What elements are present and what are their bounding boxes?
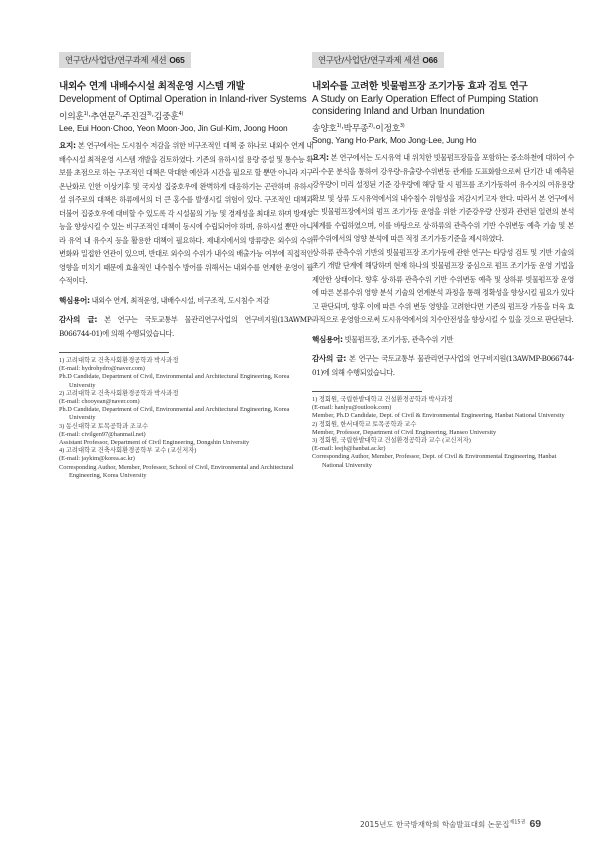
right-article [312,48,574,470]
footnote-line: 2) 고려대학교 건축사회환경공학과 박사과정 [59,389,179,397]
session-number: O65 [169,55,185,65]
session-number: O66 [422,55,438,65]
footnote-line: Corresponding Author, Member, Professor, School of Civil, Environmental and Architectural Engineering, Korea University [59,463,294,479]
footnote-line: (E-mail: chooyean@naver.com) [59,398,140,406]
footnote-line: (E-mail: civilgen97@hanmail.net) [59,430,146,438]
abstract: 요지: 본 연구에서는 도시침수 저감을 위한 비구조적인 대책 중 하나로 내외수 연계 내배수시설 최적운영 시스템 개발을 검토하였다. 기존의 유하시설 용량 증설 및 통수능 확보를 초점으로 하는 구조적인 대책은 막대한 예산과 시간을 필요로 할 뿐만 아니라 지구 온난화로 인한 이상기후 및 국지성 집중호우에 완벽하게 대응하기는 곤란하며 유하시설 위주로의 대책은 하류에서의 더 큰 홍수를 발생시킬 위험이 있다. 구조적인 대책과 더불어 집중호우에 대비할 수 있도록 각 시설물의 기능 및 경제성을 최대로 하며 방재성능을 향상시킬 수 있는 비구조적인 대책이 동시에 수립되어야 하며, 유하시설 뿐만 아니라 유역 내 유수지 등을 활용한 대책이 필요하다. 제내지에서의 방류량은 외수의 수위 변화와 밀접한 연관이 있으며, 반대로 외수의 수위가 내수의 배출가능 여부에 직접적인 영향을 미치기 때문에 효율적인 내수침수 방어를 위해서는 내외수를 연계한 운영이 필수적이다. [59,141,314,285]
session-tag-label: 연구단/사업단/연구과제 세션 [65,55,167,65]
footnote-line: Member, Professor, Department of Civil Engineering, Hanseo University [312,428,497,436]
footnote-line: (E-mail: jaykim@korea.ac.kr) [59,455,135,463]
volume-label: 제15권 [509,819,526,826]
footnotes [59,357,313,480]
footnote-line: Assistant Professor, Department of Civil Engineering, Dongshin University [59,439,250,447]
footnote-line: Ph.D Candidate, Department of Civil, Environmental and Architectural Engineering, Korea University [59,406,290,422]
footnote-line: Ph.D Candidate, Department of Civil, Environmental and Architectural Engineering, Korea University [59,373,290,389]
footnotes [312,396,574,470]
acknowledgement: 감사의 글: 본 연구는 국토교통부 물관리연구사업의 연구비지원(13AWMP-B066744-01)에 의해 수행되었습니다. [312,354,574,377]
page-footer [360,818,540,830]
footnote-rule [312,391,422,392]
footnote-line: 2) 정회원, 한서대학교 토목공학과 교수 [312,420,417,428]
footnote-line: (E-mail: hanlyu@outlook.com) [312,404,392,412]
session-tag [59,52,191,68]
footnote-line: (E-mail: hydrohydro@naver.com) [59,365,145,373]
footnote-line: (E-mail: leejh@hanbat.ac.kr) [312,445,386,453]
acknowledgement: 감사의 글: 본 연구는 국토교통부 물관리연구사업의 연구비지원(13AWMP-B066744-01)에 의해 수행되었습니다. [59,315,313,338]
proceedings-title: 2015년도 한국방재학회 학술발표대회 논문집 [360,820,510,829]
keywords: 핵심용어: 빗물펌프장, 조기가동, 관측수위 기반 [312,334,454,344]
abstract: 요지: 본 연구에서는 도시유역 내 위치한 빗물펌프장들을 포함하는 중소하천에 대하여 수리·수문 분석을 통하여 강우량-유출량-수위변동 관계를 도표화함으로써 단기간 내 예측된 강우량이 미리 설정된 기준 강우량에 해당 할 시 펌프를 조기가동하여 유수지의 여유용량 확보 및 상류 도시유역에서의 내수침수 위험성을 저감시키고자 한다. 따라서 본 연구에서는 빗물펌프장에서의 펌프 조기가동 운영을 위한 기준강우량 산정과 관련된 일련의 분석 체계를 수립하였으며, 이를 바탕으로 상·하류의 관측수위 기반 수위변동 예측 기술 및 본류수위에서의 영향 분석에 따른 적정 조기가동기준을 제시하였다. [312,153,574,243]
session-tag [312,52,444,68]
session-tag-label: 연구단/사업단/연구과제 세션 [318,55,420,65]
footnote-line: 1) 정회원, 국립한밭대학교 건설환경공학과 박사과정 [312,396,453,403]
footnote-line: Corresponding Author, Member, Professor, Dept. of Civil & Environmental Engineering, Hanbat National University [312,453,557,469]
footnote-line: Member, Ph.D Candidate, Dept. of Civil & Environmental Engineering, Hanbat National University [312,412,565,420]
page-number: 69 [529,818,542,830]
footnote-rule [59,352,169,353]
keywords: 핵심용어: 내외수 연계, 최적운영, 내배수시설, 비구조적, 도시침수 저감 [59,295,270,305]
title-english: A Study on Early Operation Effect of Pumping Station considering Inland and Urban Inundation [312,94,539,117]
left-article [59,48,313,480]
authors-english: Song, Yang Ho·Park, Moo Jong·Lee, Jung Ho [312,135,477,145]
footnote-line: 3) 동신대학교 토목공학과 조교수 [59,422,149,430]
authors-korean: 이의훈$^{1)}$·추연문$^{2)}$·주진걸$^{3)}$·김중훈$^{4)}$ [59,111,184,122]
footnote-line: 3) 정회원, 국립한밭대학교 건설환경공학과 교수 (교신저자) [312,437,471,445]
title-korean: 내외수를 고려한 빗물펌프장 조기가동 효과 검토 연구 [312,81,528,92]
title-english: Development of Optimal Operation in Inland-river Systems [59,94,307,105]
abstract-continued: 상·하류 관측수위 기반의 빗물펌프장 조기가동에 관한 연구는 타당성 검토 및 기반 기술의 초기 개발 단계에 해당하며 현재 하나의 빗물펌프장 중심으로 펌프 조기가동 운영 기법을 제안한 상태이다. 향후 상·하류 관측수위 기반 수위변동 예측 및 상하류 빗물펌프장 운영에 따른 본류수위 영향 분석 기술의 연계분석 과정을 통해 정확성을 향상시킬 필요가 있다고 판단되며, 향후 이에 따른 수위 변동 영향을 고려한다면 기존의 펌프장 가동을 더욱 효과적으로 운영함으로써 도시유역에서의 치수안전성을 향상시킬 수 있을 것으로 판단된다. [312,247,574,324]
title-korean: 내외수 연계 내배수시설 최적운영 시스템 개발 [59,81,245,92]
authors-korean: 송양호$^{1)}$·박무종$^{2)}$·이정호$^{3)}$ [312,123,405,134]
authors-english: Lee, Eui Hoon·Choo, Yeon Moon·Joo, Jin Gul·Kim, Joong Hoon [59,123,288,133]
footnote-line: 1) 고려대학교 건축사회환경공학과 박사과정 [59,357,179,364]
footnote-line: 4) 고려대학교 건축사회환경공학부 교수 (교신저자) [59,447,197,455]
